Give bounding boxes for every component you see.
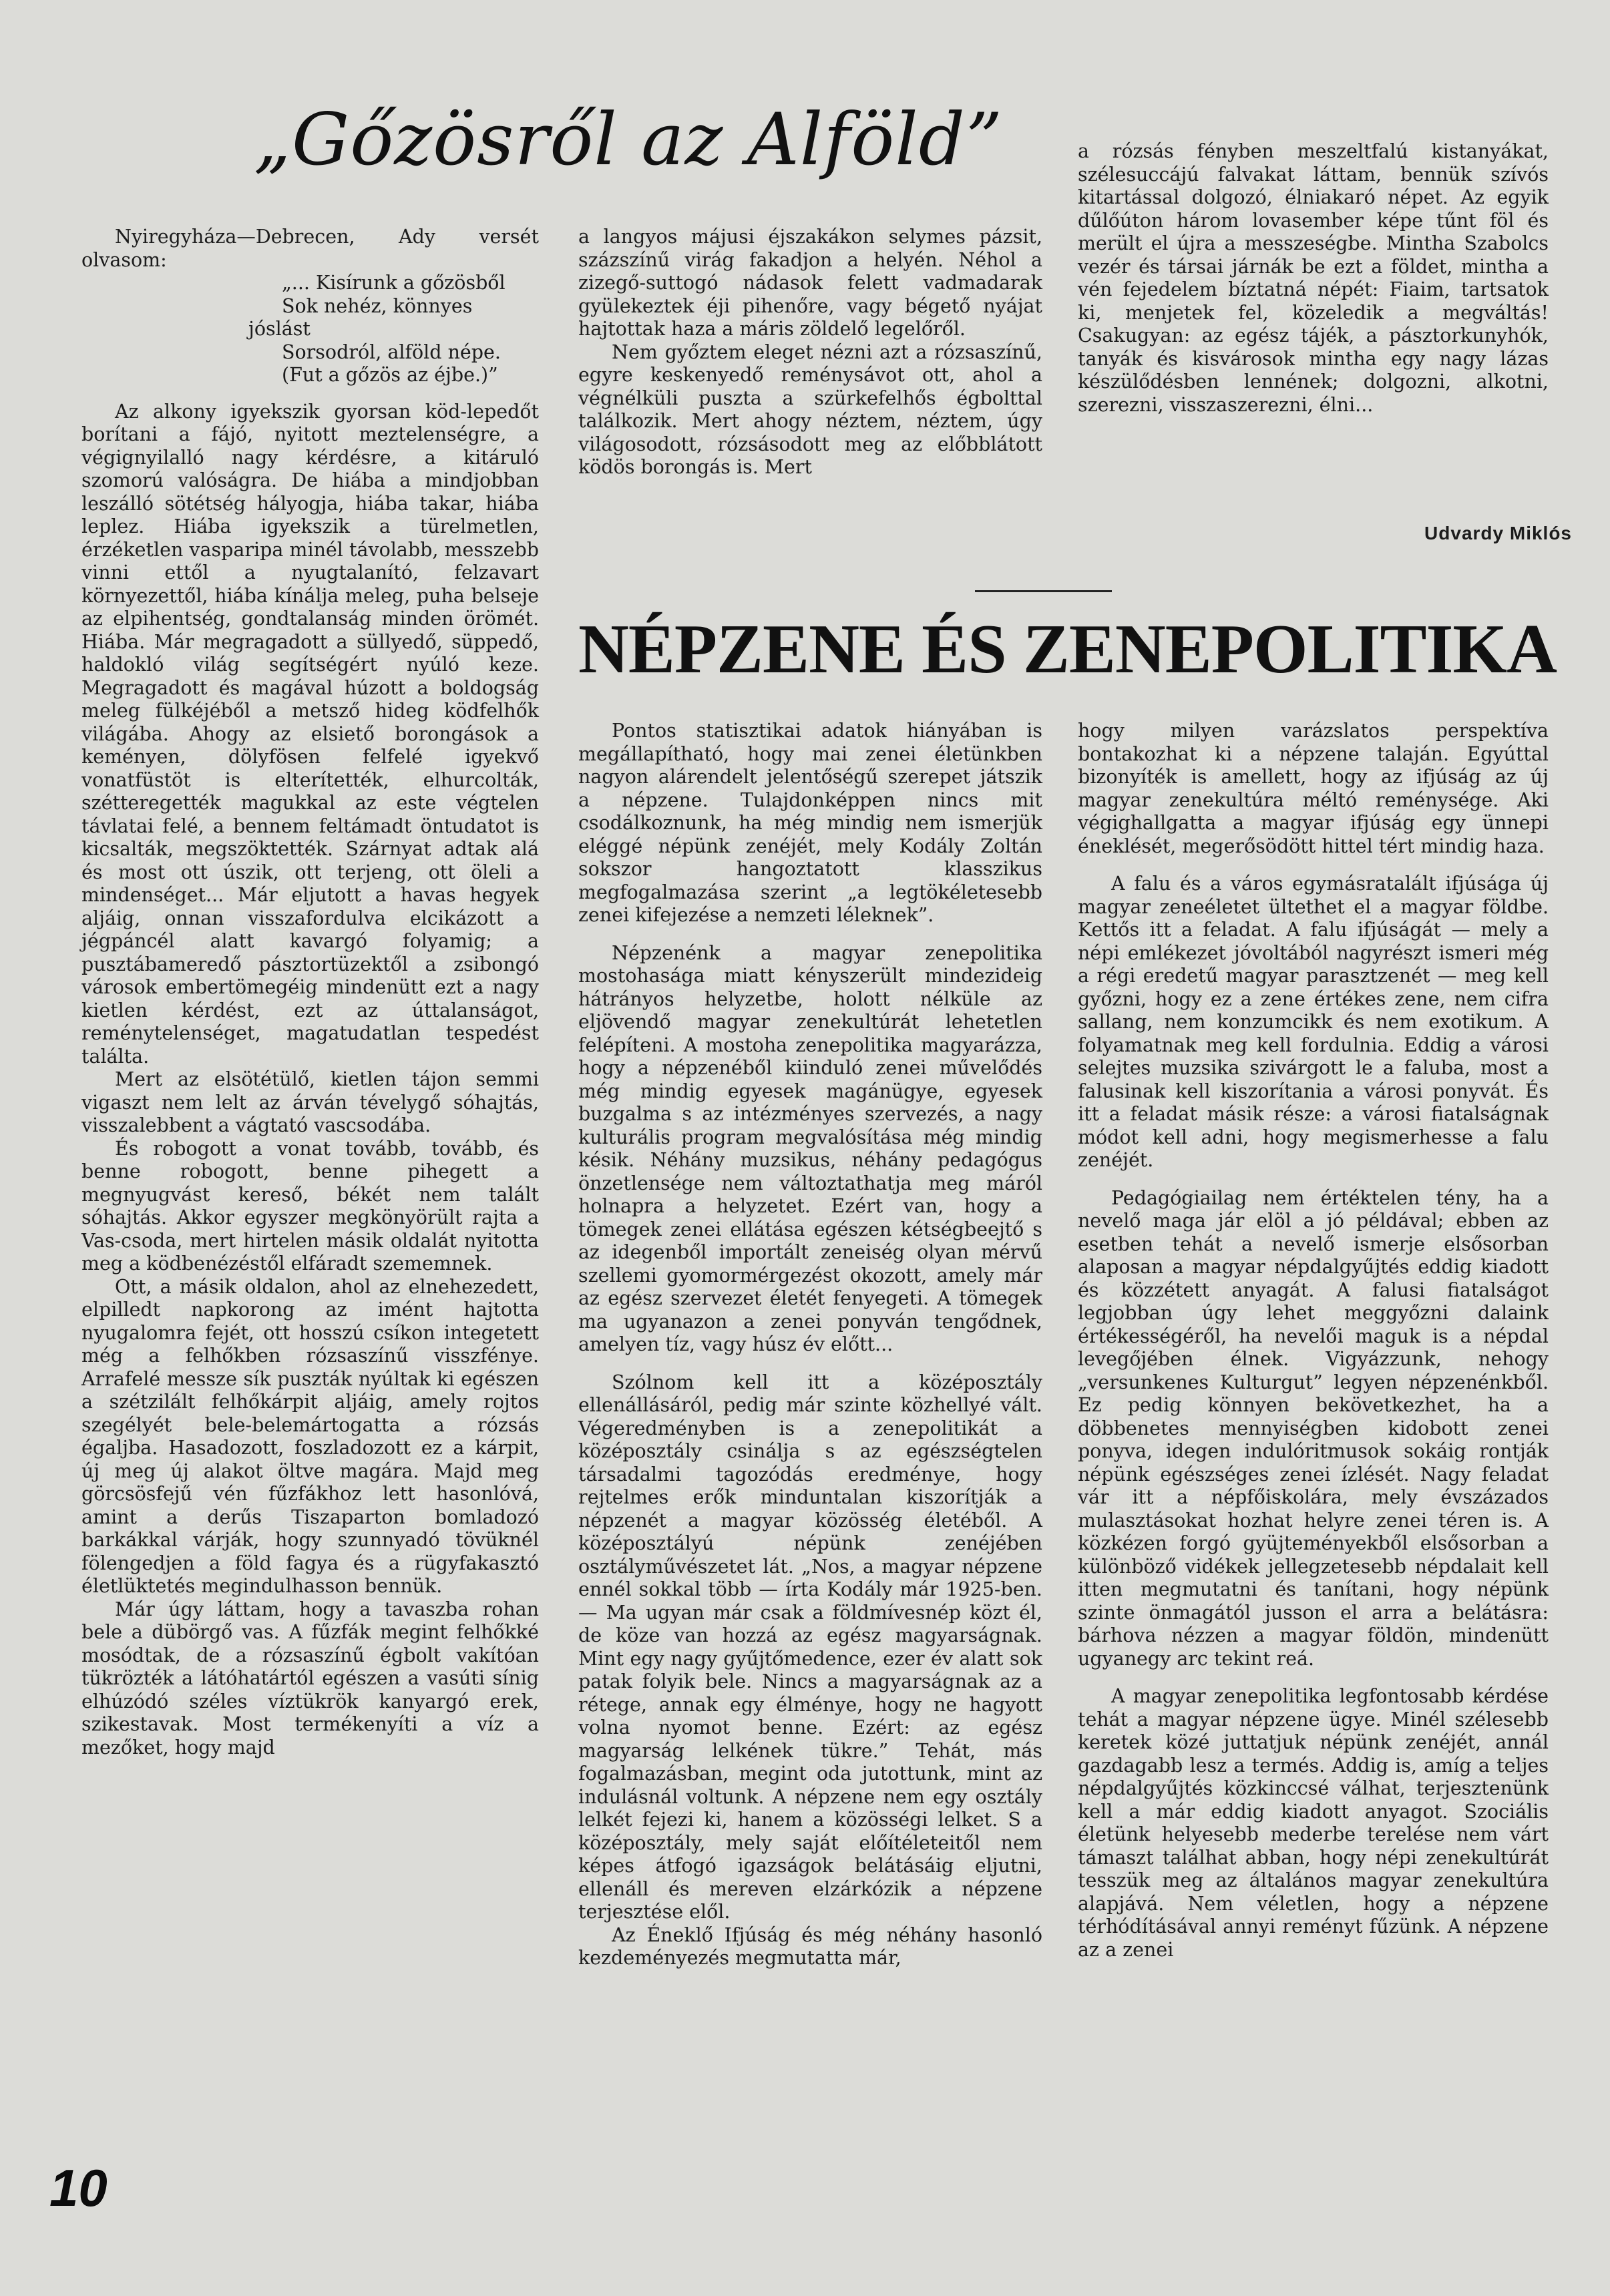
paragraph: Pontos statisztikai adatok hiányában is megállapítható, hogy mai zenei életünkben nagyon alárendelt jelentőségű szerepet játszik a népzene. Tulajdonképpen nincs mit csodálkoznunk, ha még mindig nem ismerjük eléggé népünk zenéjét, mely Kodály Zoltán sokszor hangoztatott klasszikus megfogalmazása szerint „a legtökéletesebb zenei kifejezése a nemzeti léleknek”. xyxy=(578,720,1042,926)
paragraph: a langyos májusi éjszakákon selymes pázsit, százszínű virág fakadjon a helyén. Néhol a zizegő-suttogó nádasok felett vadmadarak gyülekeztek éji pihenőre, vagy bégető nyájat hajtottak haza a máris zöldelő legelőről. xyxy=(578,226,1042,340)
verse-line: Sorsodról, alföld népe. xyxy=(282,340,501,363)
article2-title: NÉPZENE ÉS ZENEPOLITIKA xyxy=(578,610,1557,688)
paragraph: Az alkony igyekszik gyorsan köd-lepedőt borítani a fájó, nyitott meztelenségre, a végignyilalló nagy kérdésre, a kitáruló szomorú valóságra. De hiába a mindjobban leszálló sötétség hályogja, hiába takar, hiába leplez. Hiába igyekszik a türelmetlen, érzéketlen vasparipa minél távolabb, messzebb vinni ettől a nyugtalanító, felzavart környezettől, hiába kínálja meleg, puha belseje az elpihentség, gondtalanság minden örömét. Hiába. Már megragadott a süllyedő, süppedő, haldokló világ segítségért nyúló keze. Megragadott és magával húzott a boldogság meleg fülkéjéből a metsző hideg ködfelhők világába. Ahogy az elsiető borongások a keményen, dölyfösen felfelé igyekvő vonatfüstöt is elterítették, elhurcolták, szétteregették magukkal az este végtelen távlatai felé, a bennem feltámadt öntudatot is kicsalták, megszöktették. Szárnyat adtak alá és most ott úszik, ott terjeng, ott öleli a mindenséget... Már eljutott a havas hegyek aljáig, onnan visszafordulva elcikázott a jégpáncél alatt kavargó folyamig; a pusztábameredő pásztortüzektől a zsibongó városok embertömegéig mindenütt ezt a nagy kietlen kérdést, ezt az úttalanságot, reménytelenséget, magatudatlan tespedést találta. xyxy=(81,400,539,1068)
section-divider xyxy=(975,590,1112,592)
paragraph: És robogott a vonat tovább, tovább, és benne robogott, benne pihegett a megnyugvást kereső, békét nem talált sóhajtás. Akkor egyszer megkönyörült rajta a Vas-csoda, mert hirtelen másik oldalát nyitotta meg a ködbenézéstől elfáradt szememnek. xyxy=(81,1137,539,1275)
article1-column-1 xyxy=(81,226,539,1759)
article2-column-2 xyxy=(578,720,1042,1970)
paragraph: Nem győztem eleget nézni azt a rózsaszínű, egyre keskenyedő reménysávot ott, ahol a végnélküli puszta a szürkefelhős égbolttal találkozik. Mert ahogy néztem, néztem, úgy világosodott, rózsásodott meg az előbblátott ködös borongás is. Mert xyxy=(578,340,1042,478)
page-number: 10 xyxy=(49,2158,108,2217)
paragraph: Népzenénk a magyar zenepolitika mostohasága miatt kényszerült mindezideig hátrányos helyzetbe, holott nélküle az eljövendő magyar zenekultúrát lehetetlen felépíteni. A mostoha zenepolitika magyarázza, hogy a népzenéből kiinduló zenei művelődés még mindig egyesek magánügye, egyesek buzgalma s az intézményes szervezés, a nagy kulturális program megvalósítása még mindig késik. Néhány muzsikus, néhány pedagógus önzetlensége nem változtathatja meg máról holnapra a helyzetet. Ezért van, hogy a tömegek zenei ellátása egészen kétségbeejtő s az idegenből importált zeneiség olyan mérvű szellemi gyomormérgezést okozott, amely már az egész szervezet életét fenyegeti. A tömegek ma ugyanazon a zenei ponyván tengődnek, amelyen tíz, vagy húsz év előtt... xyxy=(578,941,1042,1355)
paragraph: hogy milyen varázslatos perspektíva bontakozhat ki a népzene talaján. Egyúttal bizonyíték is amellett, hogy az ifjúság az új magyar zenekultúra méltó reménysége. Aki végighallgatta a magyar ifjúság egy ünnepi éneklését, megerősödött hittel tért mindig haza. xyxy=(1078,720,1549,857)
article1-title: „Gőzösről az Alföld” xyxy=(254,98,1004,182)
verse-line: „... Kisírunk a gőzösből xyxy=(282,272,506,294)
paragraph: a rózsás fényben meszeltfalú kistanyákat, szélesuccájú falvakat láttam, bennük szívós kitartással dolgozó, élniakaró népet. Az egyik dűlőúton három lovasember képe tűnt föl és merült el újra a messzeségbe. Mintha Szabolcs vezér és társai járnák be ezt a földet, mintha a vén fejedelem bíztatná népét: Fiaim, tartsatok ki, menjetek fel, közeledik a megváltás! Csakugyan: az egész tájék, a pásztorkunyhók, tanyák és kisvárosok mintha egy nagy lázas készülődésben lennének; dolgozni, alkotni, szerezni, visszaszerezni, élni... xyxy=(1078,140,1549,416)
verse-line: (Fut a gőzös az éjbe.)” xyxy=(282,364,498,386)
paragraph: Mert az elsötétülő, kietlen tájon semmi vigaszt nem lelt az árván tévelygő sóhajtás, visszalebbent a vágtató vascsodába. xyxy=(81,1068,539,1136)
paragraph: Szólnom kell itt a középosztály ellenállásáról, pedig már szinte közhellyé vált. Végeredményben is a zenepolitikát a középosztály csinálja s az egészségtelen társadalmi tagozódás eredménye, hogy rejtelmes erők minduntalan kiszorítják a népzenét a magyar közösség életéből. A középosztályú népünk zenéjében osztályművészetet lát. „Nos, a magyar népzene ennél sokkal több — írta Kodály már 1925-ben. — Ma ugyan már csak a földmívesnép közt él, de köze van hozzá az egész magyarságnak. Mint egy nagy gyűjtőmedence, ezer év alatt sok patak folyik bele. Nincs a magyarságnak az a rétege, annak egy élménye, hogy ne hagyott volna nyomot benne. Ezért: az egész magyarság lelkének tükre.” Tehát, más fogalmazásban, megint oda jutottunk, mint az indulásnál voltunk. A népzene nem egy osztály lelkét fejezi ki, hanem a közösségi lelket. S a középosztály, mely saját előítéleteitől nem képes átfogó igazságok belátásáig eljutni, ellenáll és mereven elzárkózik a népzene terjesztése elől. xyxy=(578,1371,1042,1923)
paragraph: Már úgy láttam, hogy a tavaszba rohan bele a dübörgő vas. A fűzfák megint felhőkké mosódtak, de a rózsaszínű égbolt vakítóan tükrözték a látóhatártól egészen a vasúti sínig elhúzódó széles víztükrök kanyargó erek, szikestavak. Most termékenyíti a víz a mezőket, hogy majd xyxy=(81,1598,539,1759)
verse-intro: Nyiregyháza—Debrecen, Ady versét olvasom: xyxy=(81,226,539,271)
article2-column-3 xyxy=(1078,720,1549,1962)
article1-column-3 xyxy=(1078,140,1549,417)
paragraph: Az Éneklő Ifjúság és még néhány hasonló kezdeményezés megmutatta már, xyxy=(578,1923,1042,1969)
paragraph: Ott, a másik oldalon, ahol az elnehezedett, elpilledt napkorong az imént hajtotta nyugalomra fejét, ott hosszú csíkon integetett még a felhőkben rózsaszínű visszfénye. Arrafelé messze sík puszták nyúltak ki egészen a szétzilált felhőkárpit aljáig, amely rojtos szegélyét bele-belemártogatta a rózsás égaljba. Hasadozott, foszladozott ez a kárpit, új meg új alakot öltve magára. Majd meg görcsösfejű vén fűzfákhoz lett hasonlóvá, amint a derűs Tiszaparton bomladozó barkákkal várják, hogy szunnyadó tövüknél fölengedjen a föld fagya és a rügyfakasztó életlüktetés megindulhasson bennük. xyxy=(81,1275,539,1597)
paragraph: A falu és a város egymásratalált ifjúsága új magyar zeneéletet ültethet el a magyar földbe. Kettős itt a feladat. A falu ifjúságát — mely a népi emlékezet jóvoltából nagyrészt ismeri még a régi eredetű magyar parasztzenét — meg kell győzni, hogy ez a zene értékes zene, nem cifra sallang, nem konzumcikk és nem exotikum. A folyamatnak meg kell fordulnia. Eddig a városi selejtes muzsika szivárgott le a faluba, most a falusinak kell kiszorítania a városi ponyvát. És itt a feladat másik része: a városi fiatalságnak módot kell adni, hogy megismerhesse a falu zenéjét. xyxy=(1078,873,1549,1171)
article1-column-2 xyxy=(578,226,1042,479)
paragraph: Pedagógiailag nem értéktelen tény, ha a nevelő maga jár elöl a jó példával; ebben az esetben tehát a nevelő ismerje elsősorban alaposan a magyar népdalgyűjtés eddig kiadott és közzétett anyagát. A falusi fiatalságot legjobban úgy lehet meggyőzni dalaink értékességéről, ha nevelői maguk is a népdal levegőjében élnek. Vigyázzunk, nehogy „versunkenes Kulturgut” legyen népzenénkből. Ez pedig könnyen bekövetkezhet, ha a döbbenetes mennyiségben kidobott zenei ponyva, idegen indulóritmusok sokáig rontják népünk egészséges zenei ízlését. Nagy feladat vár itt a népfőiskolára, mely évszázados mulasztásokat hozhat helyre zenei téren is. A közkézen forgó gyüjteményekből elsősorban a különböző vidékek jellegzetesebb népdalait kell itten megmutatni és tanítani, hogy népünk szinte önmagától jusson el arra a belátásra: bárhova nézzen a magyar földön, mindenütt ugyanegy arc tekint reá. xyxy=(1078,1186,1549,1670)
verse-line: Sok nehéz, könnyes jóslást xyxy=(248,294,473,340)
paragraph: A magyar zenepolitika legfontosabb kérdése tehát a magyar népzene ügye. Minél szélesebb keretek közé juttatjuk népünk zenéjét, annál gazdagabb lesz a termés. Addig is, amíg a teljes népdalgyűjtés közkinccsé válhat, terjesztenünk kell a már eddig kiadott anyagot. Szociális életünk helyesebb mederbe terelése nem várt támaszt találhat abban, hogy népi zenekultúrát tesszük meg az általános magyar zenekultúra alapjává. Nem véletlen, hogy a népzene térhódításával annyi reményt fűzünk. A népzene az a zenei xyxy=(1078,1685,1549,1961)
verse-block xyxy=(81,226,539,387)
author-signature: Udvardy Miklós xyxy=(1424,523,1572,543)
